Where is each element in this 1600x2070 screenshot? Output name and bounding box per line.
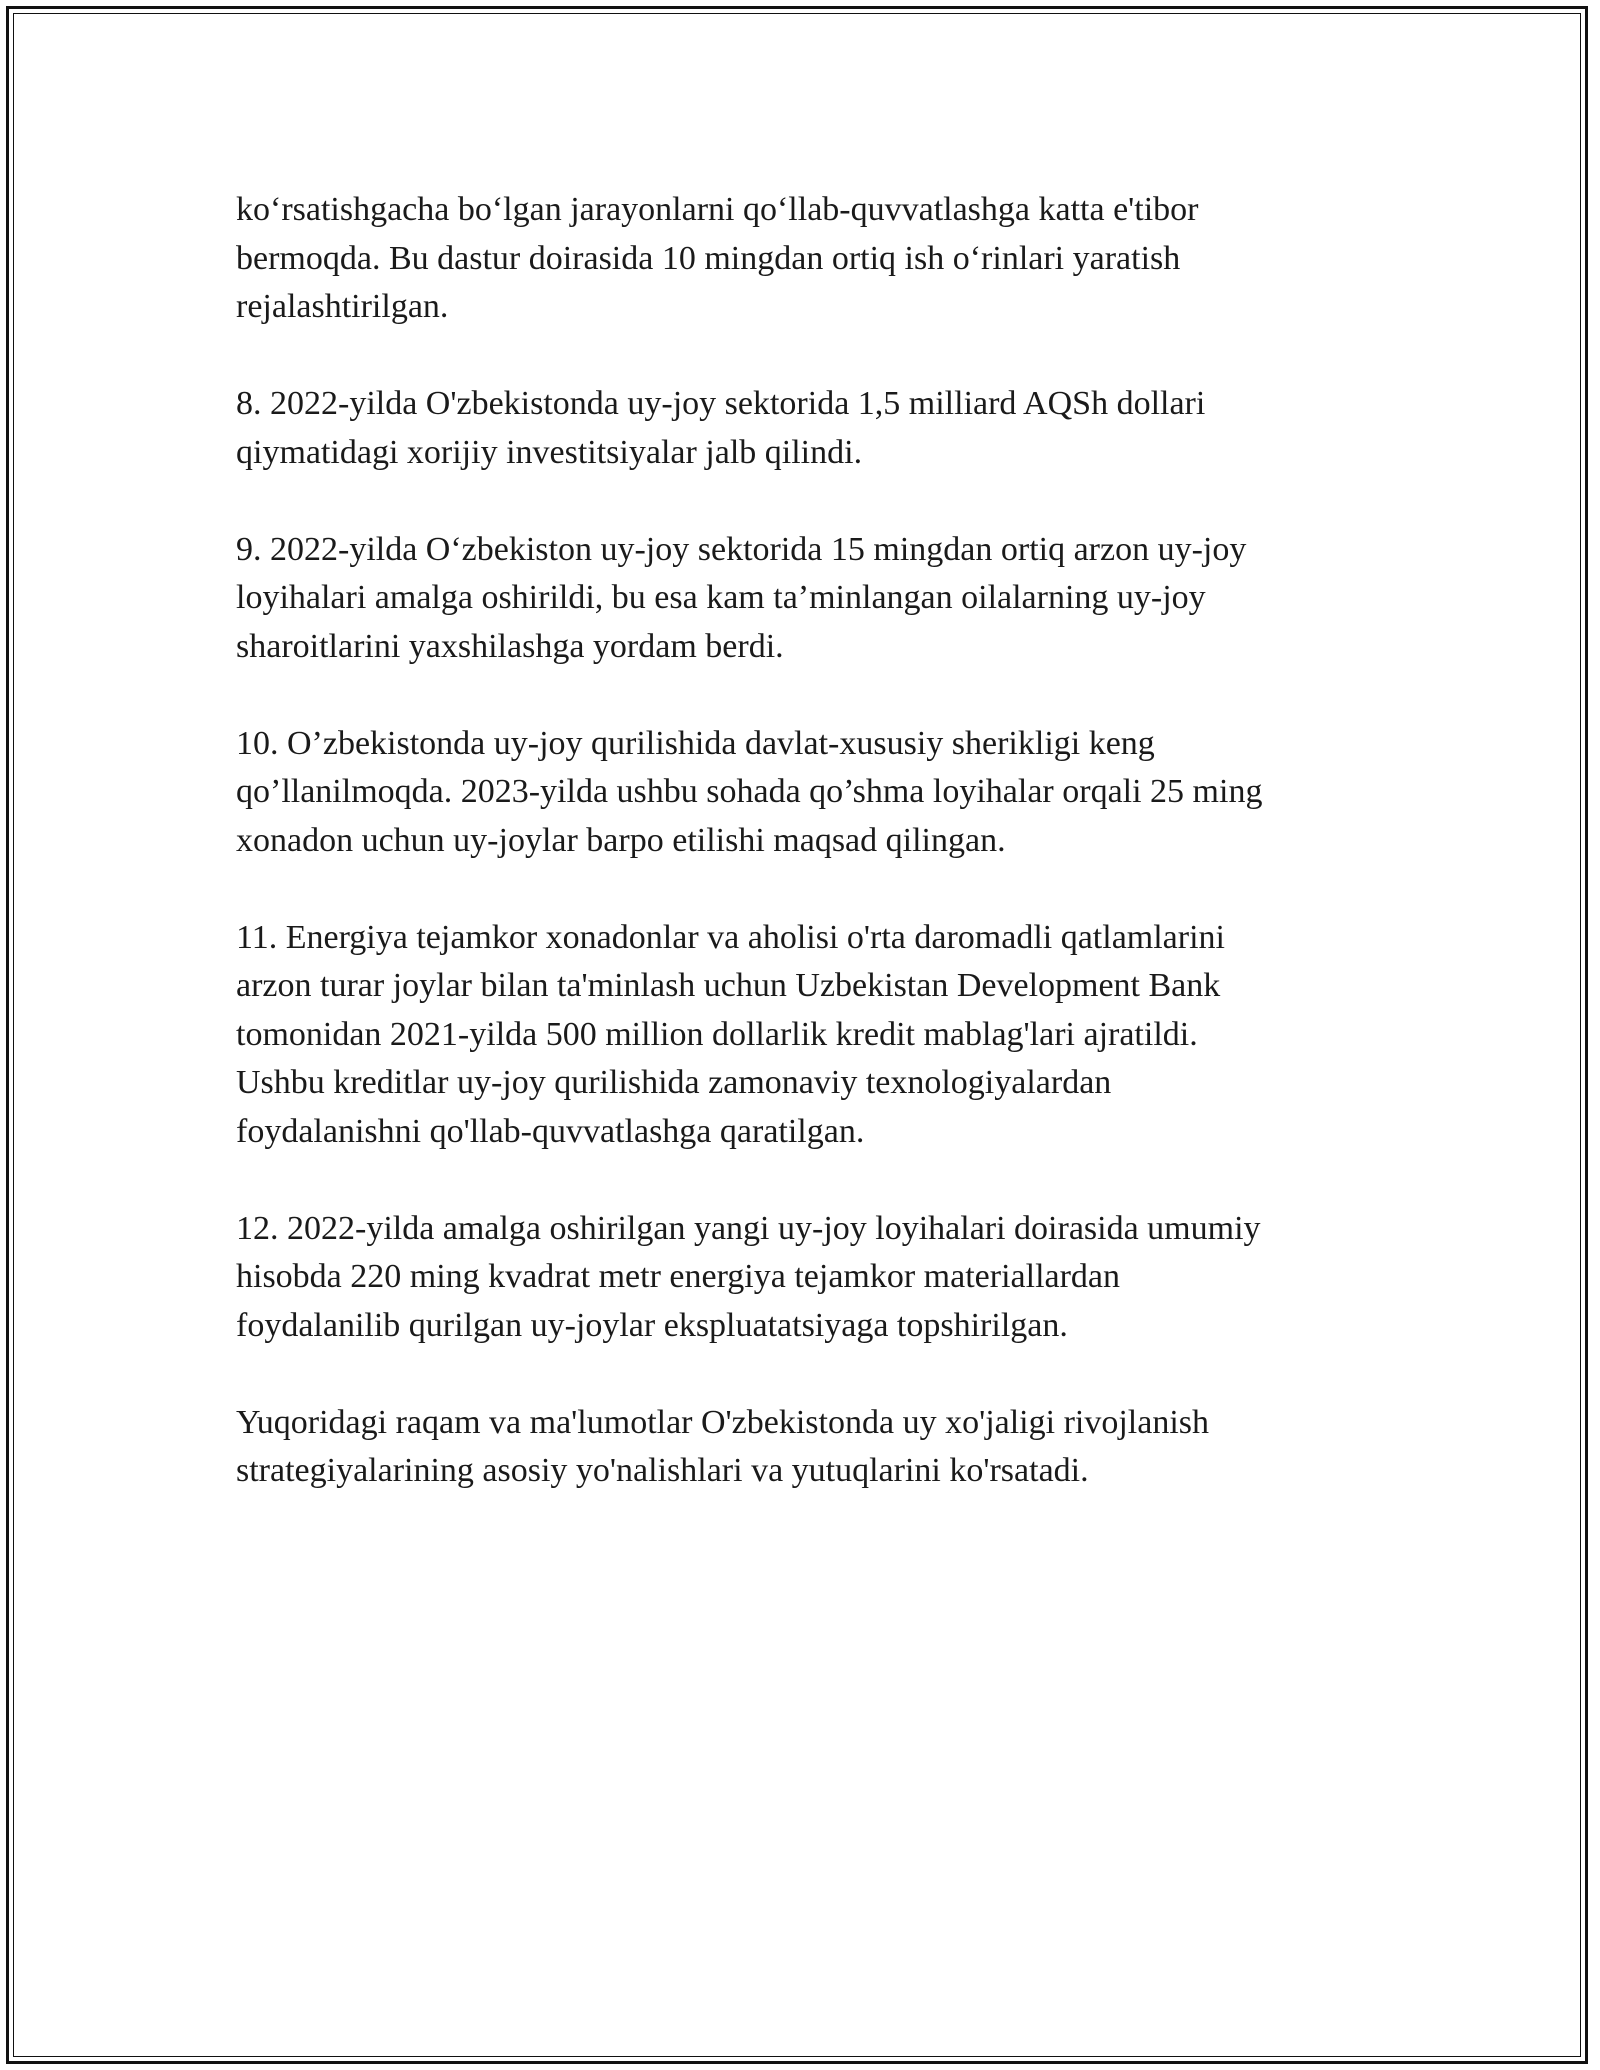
paragraph-item-12: 12. 2022-yilda amalga oshirilgan yangi uy-joy loyihalari doirasida umumiy hisobda 220 ming kvadrat metr energiya tejamkor materiallardan foydalanilib qurilgan uy-joylar ekspluatatsiyaga topshirilgan. bbox=[236, 1209, 1261, 1344]
paragraph-conclusion: Yuqoridagi raqam va ma'lumotlar O'zbekistonda uy xo'jaligi rivojlanish strategiyalarining asosiy yo'nalishlari va yutuqlarini ko'rsatadi. bbox=[236, 1403, 1210, 1489]
document-body bbox=[236, 186, 1386, 1544]
paragraph-item-10: 10. O’zbekistonda uy-joy qurilishida davlat-xususiy sherikligi keng qo’llanilmoqda. 2023-yilda ushbu sohada qo’shma loyihalar orqali 25 ming xonadon uchun uy-joylar barpo etilishi maqsad qilingan. bbox=[236, 724, 1263, 859]
paragraph-item-8: 8. 2022-yilda O'zbekistonda uy-joy sektorida 1,5 milliard AQSh dollari qiymatidagi xorijiy investitsiyalar jalb qilindi. bbox=[236, 385, 1206, 471]
paragraph-item-11: 11. Energiya tejamkor xonadonlar va aholisi o'rta daromadli qatlamlarini arzon turar joylar bilan ta'minlash uchun Uzbekistan Development Bank tomonidan 2021-yilda 500 million dollarlik kredit mablag'lari ajratildi. Ushbu kreditlar uy-joy qurilishida zamonaviy texnologiyalardan foydalanishni qo'llab-quvvatlashga qaratilgan. bbox=[236, 918, 1225, 1150]
paragraph-continuation: ko‘rsatishgacha bo‘lgan jarayonlarni qo‘llab-quvvatlashga katta e'tibor bermoqda. Bu dastur doirasida 10 mingdan ortiq ish o‘rinlari yaratish rejalashtirilgan. bbox=[236, 191, 1199, 325]
paragraph-item-9: 9. 2022-yilda O‘zbekiston uy-joy sektorida 15 mingdan ortiq arzon uy-joy loyihalari amalga oshirildi, bu esa kam ta’minlangan oilalarning uy-joy sharoitlarini yaxshilashga yordam berdi. bbox=[236, 530, 1247, 665]
